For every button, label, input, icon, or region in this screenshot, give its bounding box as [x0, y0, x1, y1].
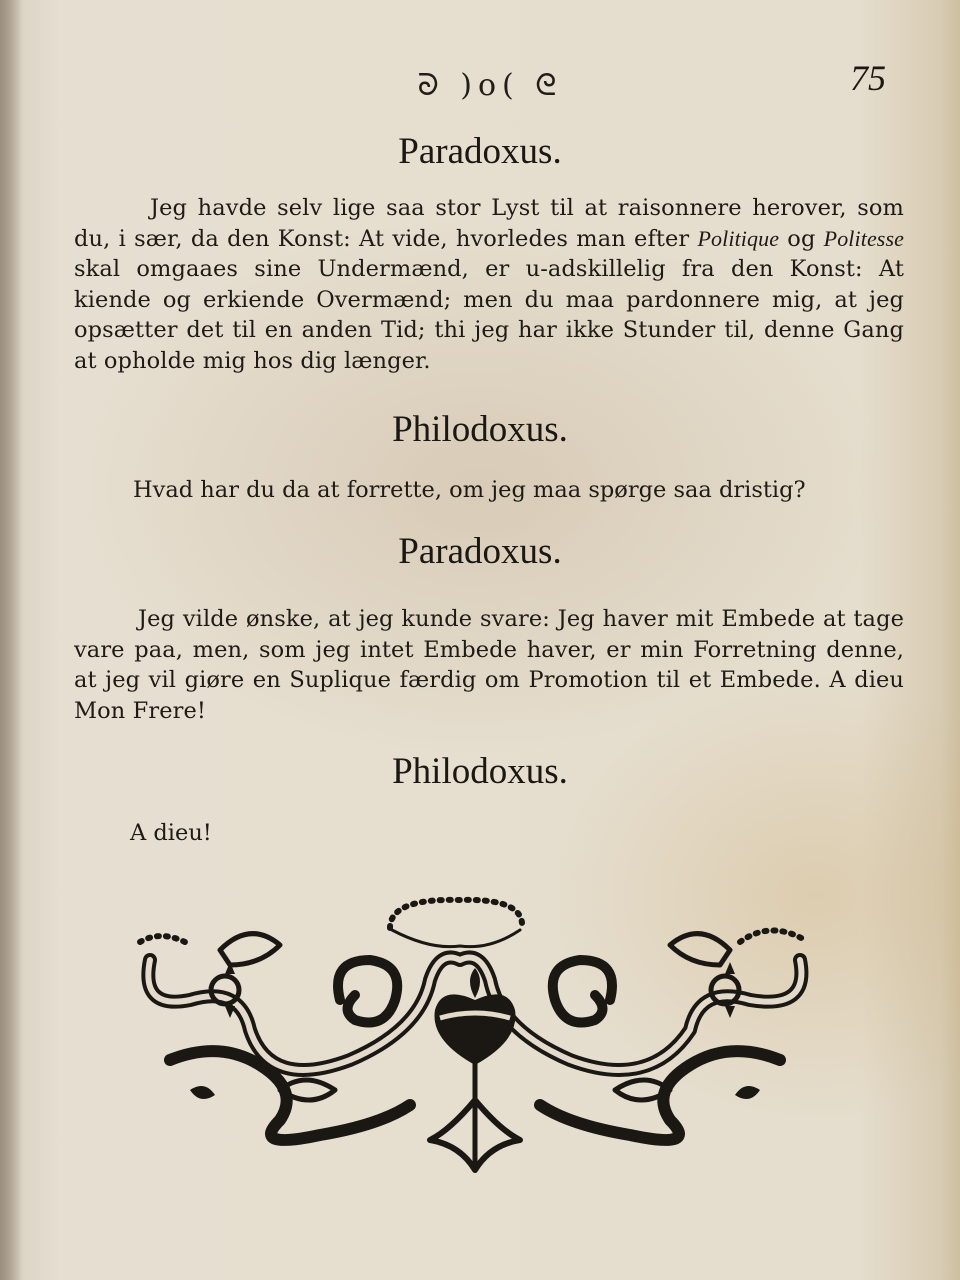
- dialogue-paragraph: Jeg vilde ønske, at jeg kunde svare: Jeg haver mit Embede at tage vare paa, men, som jeg intet Embede haver, er min Forretning denne, at jeg vil giøre en Suplique færdig om Promotion til et Embede. A dieu Mon Frere!: [74, 606, 904, 724]
- italic-term: Politesse: [823, 225, 904, 251]
- speaker-heading: Philodoxus.: [392, 409, 568, 450]
- italic-term: Politique: [697, 225, 780, 251]
- paragraph-text: og: [779, 225, 824, 252]
- speaker-heading: Paradoxus.: [398, 131, 562, 172]
- paragraph-text: Jeg havde selv lige saa stor Lyst til at raisonnere herover, som du, i sær, da den Konst: At vide, hvorledes man efter: [74, 195, 904, 252]
- dialogue-line: Hvad har du da at forrette, om jeg maa spørge saa dristig?: [133, 477, 806, 503]
- running-head-ornament: ᘐ )o( ᘓ: [417, 68, 563, 103]
- paragraph-text: skal omgaaes sine Undermænd, er u-adskillelig fra den Konst: At kiende og erkiende Overmænd; men du maa pardonnere mig, at jeg opsætter det til en anden Tid; thi jeg har ikke Stunder til, denne Gang at opholde mig hos dig længer.: [74, 256, 904, 374]
- floral-tailpiece-ornament-icon: [130, 890, 820, 1180]
- speaker-heading: Philodoxus.: [392, 751, 568, 792]
- dialogue-line: A dieu!: [130, 820, 212, 846]
- page-gutter-shadow: [0, 0, 22, 1280]
- speaker-heading: Paradoxus.: [398, 531, 562, 572]
- dialogue-paragraph: [74, 193, 904, 376]
- page-number: 75: [850, 58, 886, 98]
